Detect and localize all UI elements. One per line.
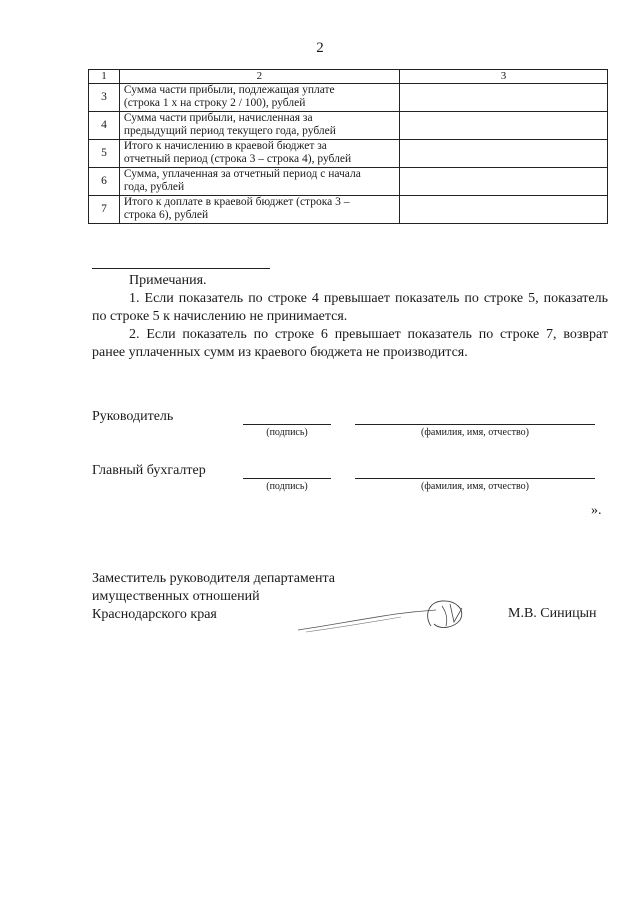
header-cell: 2: [119, 70, 399, 84]
table-row: [89, 112, 608, 140]
profit-table: [88, 69, 608, 224]
row-number: 5: [89, 140, 120, 168]
page-number: 2: [316, 40, 324, 56]
footer-position-line: Заместитель руководителя департамента: [92, 571, 335, 586]
signatory-name: М.В. Синицын: [508, 606, 597, 621]
head-name-caption: (фамилия, имя, отчество): [421, 427, 529, 438]
footer-position-line: Краснодарского края: [92, 607, 217, 622]
footnote-divider: [92, 268, 270, 269]
closing-quote: ».: [591, 503, 602, 518]
head-name-line: [355, 424, 595, 425]
row-value: [399, 168, 607, 196]
description-line: предыдущий период текущего года, рублей: [123, 125, 336, 137]
description-line: Итого к доплате в краевой бюджет (строка 3 –: [123, 196, 350, 208]
footer-position-line: имущественных отношений: [92, 589, 260, 604]
handwritten-signature: [296, 596, 476, 636]
row-value: [399, 196, 607, 224]
head-signature-caption: (подпись): [266, 427, 308, 438]
row-value: [399, 112, 607, 140]
header-cell: 1: [89, 70, 120, 84]
table-row: [89, 196, 608, 224]
row-description: [119, 112, 399, 140]
accountant-signature-line: [243, 478, 331, 479]
description-line: (строка 1 х на строку 2 / 100), рублей: [123, 97, 306, 109]
table-row: [89, 168, 608, 196]
accountant-label: Главный бухгалтер: [92, 463, 206, 478]
accountant-name-line: [355, 478, 595, 479]
note-item-1: 1. Если показатель по строке 4 превышает показатель по строке 5, показатель по строке 5 к начислению не принимается.: [92, 291, 608, 324]
table-row: [89, 84, 608, 112]
accountant-name-caption: (фамилия, имя, отчество): [421, 481, 529, 492]
table-header-row: [89, 70, 608, 84]
description-line: года, рублей: [123, 181, 185, 193]
table-row: [89, 140, 608, 168]
notes-title: Примечания.: [129, 273, 207, 288]
notes-section: [92, 272, 608, 362]
head-signature-line: [243, 424, 331, 425]
header-cell: 3: [399, 70, 607, 84]
note-item-2: 2. Если показатель по строке 6 превышает показатель по строке 7, возврат ранее уплаченных сумм из краевого бюджета не производится.: [92, 327, 608, 360]
row-description: [119, 196, 399, 224]
description-line: Сумма, уплаченная за отчетный период с начала: [123, 168, 361, 180]
accountant-signature-caption: (подпись): [266, 481, 308, 492]
description-line: Сумма части прибыли, начисленная за: [123, 112, 313, 124]
row-number: 4: [89, 112, 120, 140]
row-description: [119, 140, 399, 168]
description-line: отчетный период (строка 3 – строка 4), рублей: [123, 153, 352, 165]
head-label: Руководитель: [92, 409, 174, 424]
description-line: Итого к начислению в краевой бюджет за: [123, 140, 327, 152]
description-line: Сумма части прибыли, подлежащая уплате: [123, 84, 335, 96]
description-line: строка 6), рублей: [123, 209, 209, 221]
row-value: [399, 140, 607, 168]
row-number: 3: [89, 84, 120, 112]
row-description: [119, 168, 399, 196]
row-number: 7: [89, 196, 120, 224]
row-number: 6: [89, 168, 120, 196]
row-description: [119, 84, 399, 112]
row-value: [399, 84, 607, 112]
